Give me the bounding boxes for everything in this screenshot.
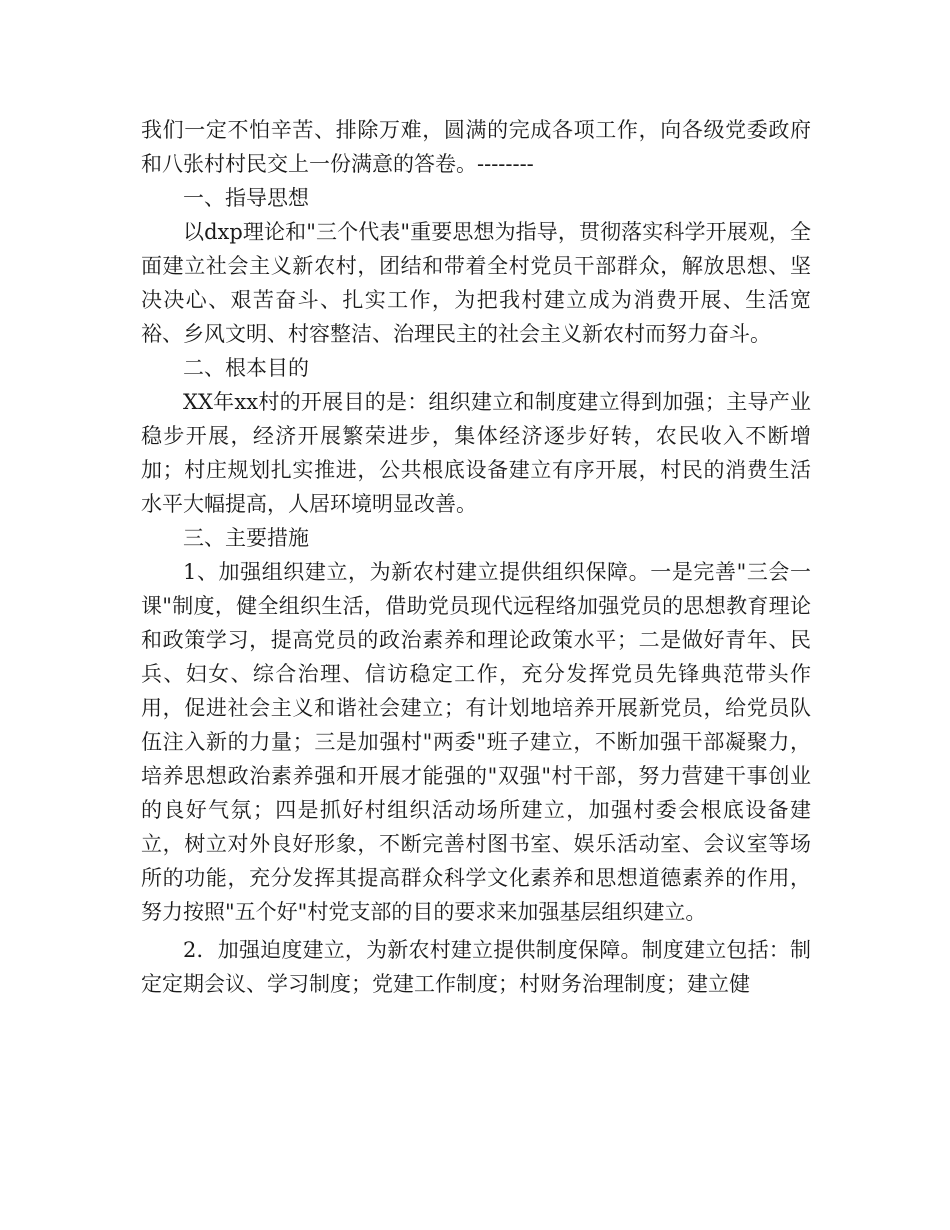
paragraph-basic-goals: XX年xx村的开展目的是：组织建立和制度建立得到加强；主导产业稳步开展，经济开展繁荣进步，集体经济逐步好转，农民收入不断增加；村庄规划扎实推进，公共根底设备建立有序开展，村民的消费生活水平大幅提高，人居环境明显改善。	[141, 390, 811, 516]
heading-basic-goals: 二、根本目的	[183, 356, 309, 380]
heading-guiding-ideology: 一、指导思想	[183, 186, 309, 210]
heading-main-measures: 三、主要措施	[183, 526, 309, 550]
paragraph-measure-1: 1、加强组织建立，为新农村建立提供组织保障。一是完善"三会一课"制度，健全组织生活，借助党员现代远程络加强党员的思想教育理论和政策学习，提高党员的政治素养和理论政策水平；二是做好青年、民兵、妇女、综合治理、信访稳定工作，充分发挥党员先锋典范带头作用，促进社会主义和谐社会建立；有计划地培养开展新党员，给党员队伍注入新的力量；三是加强村"两委"班子建立，不断加强干部凝聚力，培养思想政治素养强和开展才能强的"双强"村干部，努力营建干事创业的良好气氛；四是抓好村组织活动场所建立，加强村委会根底设备建立，树立对外良好形象，不断完善村图书室、娱乐活动室、会议室等场所的功能，充分发挥其提高群众科学文化素养和思想道德素养的作用，努力按照"五个好"村党支部的目的要求来加强基层组织建立。	[141, 560, 811, 924]
document-body	[141, 113, 811, 1001]
paragraph-guiding-ideology: 以dxp理论和"三个代表"重要思想为指导，贯彻落实科学开展观，全面建立社会主义新农村，团结和带着全村党员干部群众，解放思想、坚决决心、艰苦奋斗、扎实工作，为把我村建立成为消费开展、生活宽裕、乡风文明、村容整洁、治理民主的社会主义新农村而努力奋斗。	[141, 220, 811, 346]
paragraph-intro: 我们一定不怕辛苦、排除万难，圆满的完成各项工作，向各级党委政府和八张村村民交上一份满意的答卷。--------	[141, 118, 811, 176]
paragraph-measure-2: 2．加强迫度建立，为新农村建立提供制度保障。制度建立包括：制定定期会议、学习制度；党建工作制度；村财务治理制度；建立健	[141, 938, 811, 996]
